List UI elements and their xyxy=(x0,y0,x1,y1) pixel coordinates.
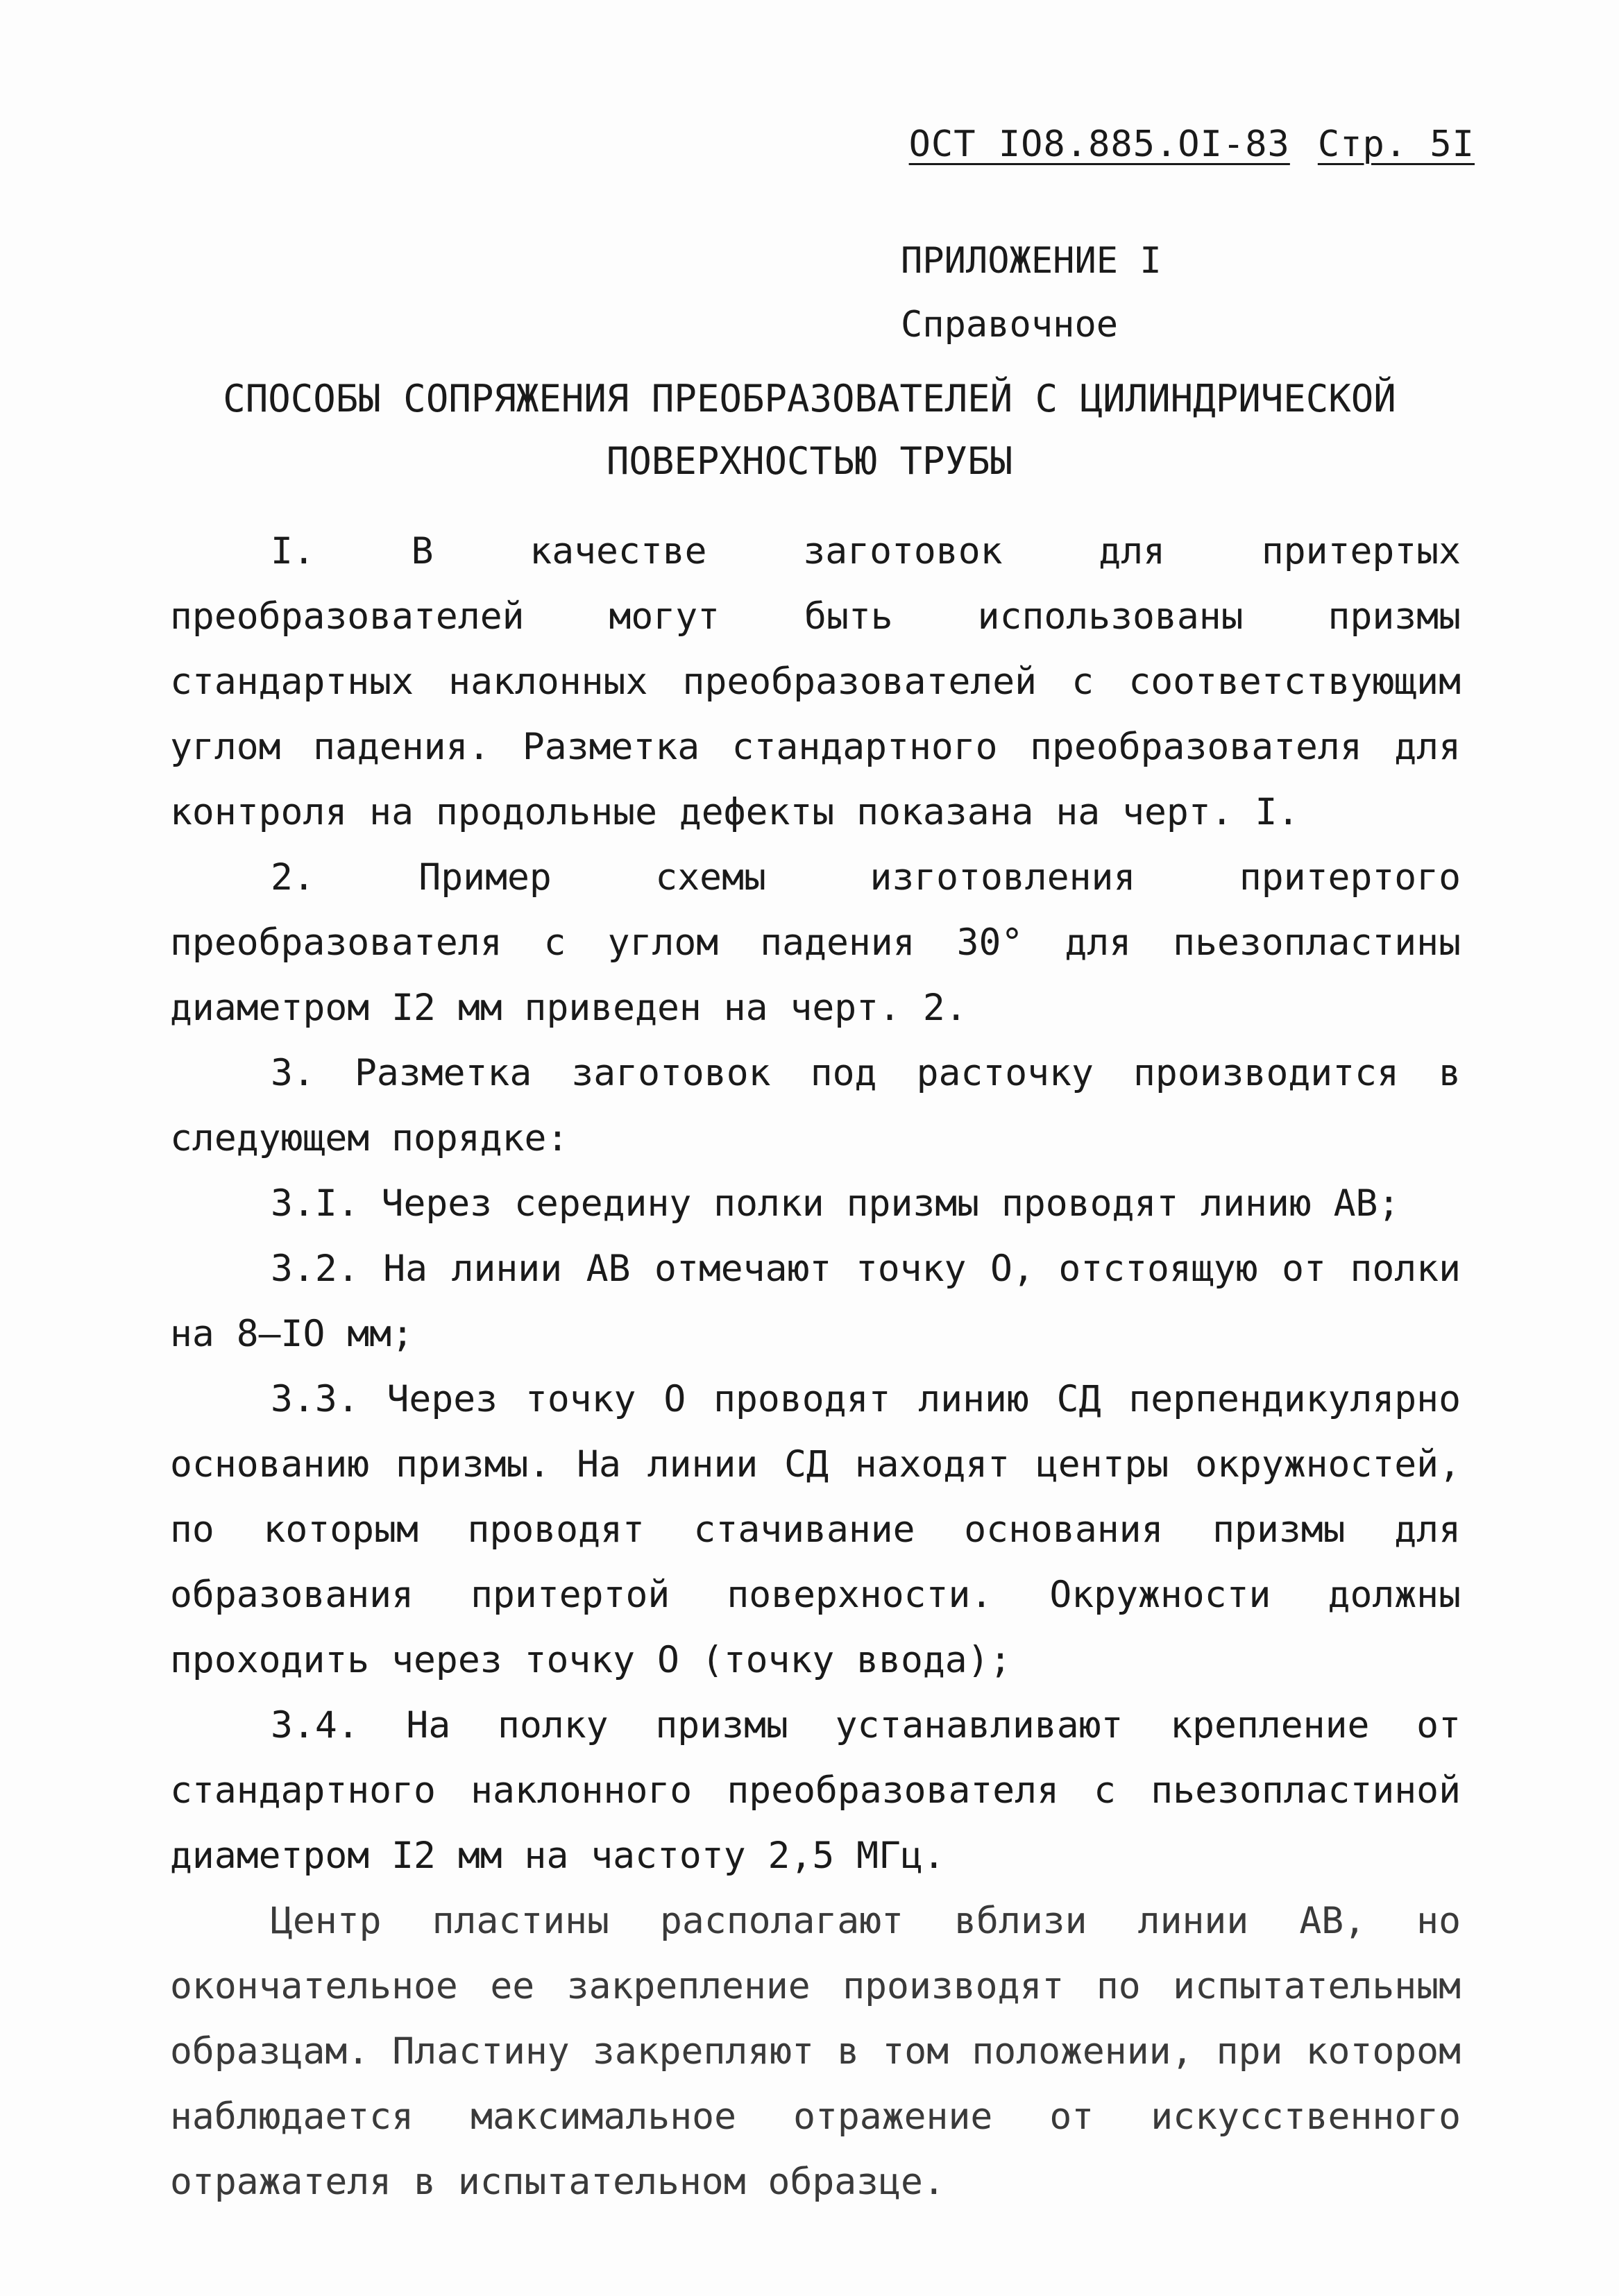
page-number: Стр. 5I xyxy=(1317,124,1475,165)
document-number: ОСТ IО8.885.ОI-83 xyxy=(908,124,1290,165)
paragraph-3-2: 3.2. На линии АВ отмечают точку О, отстоящую от полки на 8–IО мм; xyxy=(170,1248,1461,1355)
appendix-block xyxy=(901,229,1162,357)
appendix-label: ПРИЛОЖЕНИЕ I xyxy=(901,240,1162,282)
appendix-type: Справочное xyxy=(901,304,1119,346)
paragraph-2: 2. Пример схемы изготовления притертого преобразователя с углом падения 30° для пьезопластины диаметром I2 мм приведен на черт. 2. xyxy=(170,856,1461,1029)
paragraph-3: 3. Разметка заготовок под расточку производится в следующем порядке: xyxy=(170,1052,1461,1159)
page-header xyxy=(909,124,1475,165)
paragraph-1: I. В качестве заготовок для притертых преобразователей могут быть использованы призмы стандартных наклонных преобразователей с соответствующим углом падения. Разметка стандартного преобразователя для контроля на продольные дефекты показана на черт. I. xyxy=(170,530,1461,833)
title-line-2: ПОВЕРХНОСТЬЮ ТРУБЫ xyxy=(606,439,1013,483)
paragraph-3-1: 3.I. Через середину полки призмы проводят линию АВ; xyxy=(271,1182,1400,1225)
paragraph-3-3: 3.3. Через точку О проводят линию СД перпендикулярно основанию призмы. На линии СД находят центры окружностей, по которым проводят стачивание основания призмы для образования притертой поверхности. Окружности должны проходить через точку О (точку ввода); xyxy=(170,1378,1461,1681)
paragraph-4: Центр пластины располагают вблизи линии АВ, но окончательное ее закрепление производят по испытательным образцам. Пластину закрепляют в том положении, при котором наблюдается максимальное отражение от искусственного отражателя в испытательном образце. xyxy=(170,1900,1461,2203)
title-line-1: СПОСОБЫ СОПРЯЖЕНИЯ ПРЕОБРАЗОВАТЕЛЕЙ С ЦИЛИНДРИЧЕСКОЙ xyxy=(223,377,1396,420)
paragraph-3-4: 3.4. На полку призмы устанавливают крепление от стандартного наклонного преобразователя с пьезопластиной диаметром I2 мм на частоту 2,5 МГц. xyxy=(170,1704,1461,1877)
section-title xyxy=(0,368,1619,493)
document-body xyxy=(170,519,1461,2215)
